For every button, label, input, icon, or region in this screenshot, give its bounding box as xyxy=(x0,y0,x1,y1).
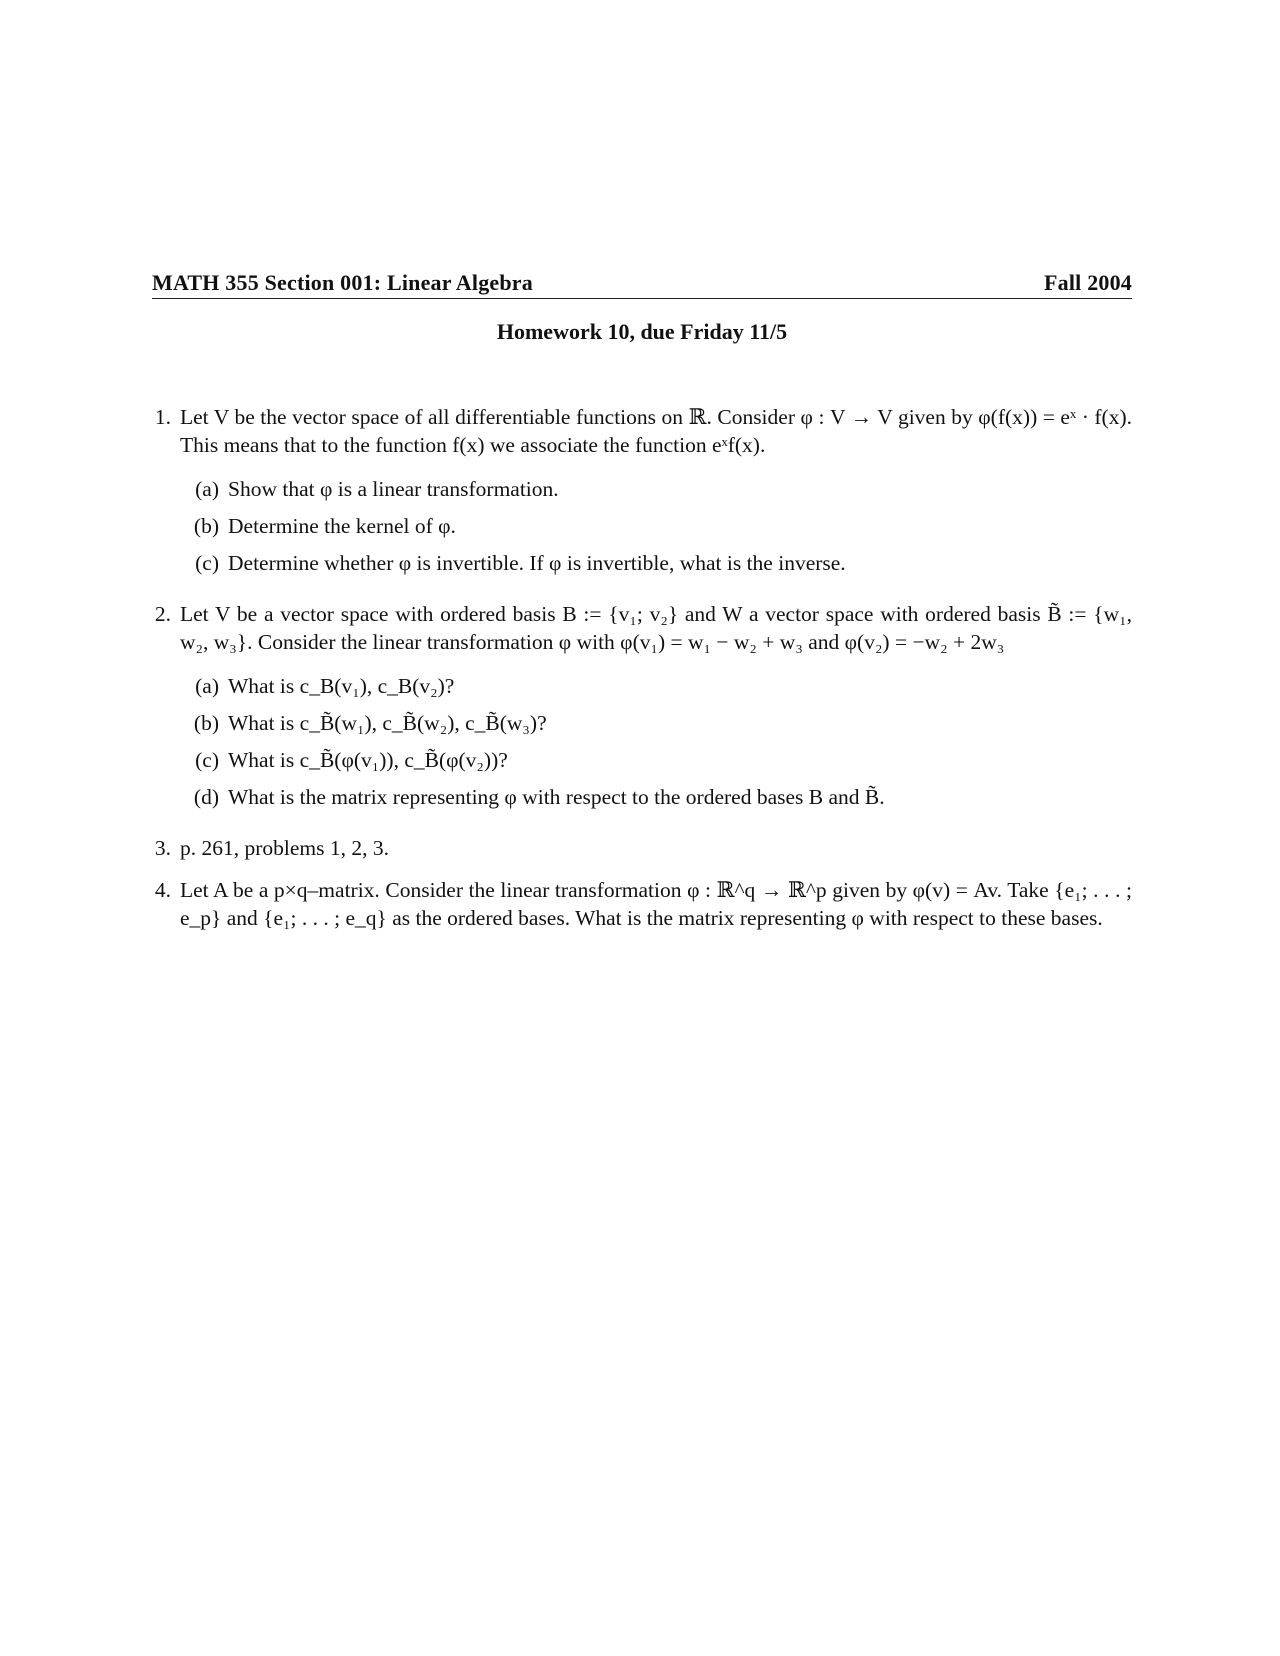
subpart-label: (b) xyxy=(193,514,219,538)
subpart-label: (b) xyxy=(193,711,219,735)
subpart-item xyxy=(180,512,1132,540)
problem-number: 3. xyxy=(154,836,171,860)
problem-body xyxy=(180,600,1132,820)
homework-title: Homework 10, due Friday 11/5 xyxy=(496,319,788,344)
problem-text: Let V be the vector space of all differentiable functions on ℝ. Consider φ : V → V given by φ(f(x)) = eˣ · f(x). This means that to the function f(x) we associate the function eˣf(x). xyxy=(180,405,1132,457)
course-title: MATH 355 Section 001: Linear Algebra xyxy=(152,270,533,295)
problem-item xyxy=(152,403,1132,586)
subpart-item xyxy=(180,475,1132,503)
problem-body xyxy=(180,876,1132,932)
course-header xyxy=(152,270,1132,299)
problem-text: p. 261, problems 1, 2, 3. xyxy=(180,836,390,860)
subpart-text: What is c_B̃(φ(v₁)), c_B̃(φ(v₂))? xyxy=(228,748,508,772)
subpart-item xyxy=(180,746,1132,774)
subpart-text: What is c_B̃(w₁), c_B̃(w₂), c_B̃(w₃)? xyxy=(228,711,547,735)
problem-number: 4. xyxy=(154,878,171,902)
problem-item xyxy=(152,600,1132,820)
subpart-item xyxy=(180,783,1132,811)
subpart-label: (d) xyxy=(193,785,219,809)
subpart-text: Show that φ is a linear transformation. xyxy=(228,477,559,501)
subpart-text: What is the matrix representing φ with respect to the ordered bases B and B̃. xyxy=(228,785,885,809)
subpart-item xyxy=(180,549,1132,577)
problem-text: Let V be a vector space with ordered basis B := {v₁; v₂} and W a vector space with ordered basis B̃ := {w₁, w₂, w₃}. Consider the linear transformation φ with φ(v₁) = w₁ − w₂ + w₃ and φ(v₂) = −w₂ + 2w₃ xyxy=(180,602,1132,654)
subpart-text: Determine the kernel of φ. xyxy=(228,514,456,538)
subpart-item xyxy=(180,672,1132,700)
subpart-label: (c) xyxy=(195,551,219,575)
problem-body xyxy=(180,834,1132,862)
problem-number: 1. xyxy=(154,405,171,429)
homework-sheet xyxy=(152,270,1132,946)
subpart-list xyxy=(180,672,1132,811)
problem-item xyxy=(152,834,1132,862)
subpart-label: (a) xyxy=(195,477,219,501)
problem-number: 2. xyxy=(154,602,171,626)
problem-body xyxy=(180,403,1132,586)
term-label: Fall 2004 xyxy=(1044,270,1132,295)
subpart-label: (a) xyxy=(195,674,219,698)
subpart-label: (c) xyxy=(195,748,219,772)
subpart-list xyxy=(180,475,1132,577)
problem-text: Let A be a p×q–matrix. Consider the linear transformation φ : ℝ^q → ℝ^p given by φ(v) = Av. Take {e₁; . . . ; e_p} and {e₁; . . . ; e_q} as the ordered bases. What is the matrix representing φ with respect to these bases. xyxy=(180,878,1132,930)
subpart-text: What is c_B(v₁), c_B(v₂)? xyxy=(228,674,455,698)
subpart-item xyxy=(180,709,1132,737)
problem-list xyxy=(152,403,1132,932)
problem-item xyxy=(152,876,1132,932)
subpart-text: Determine whether φ is invertible. If φ is invertible, what is the inverse. xyxy=(228,551,846,575)
